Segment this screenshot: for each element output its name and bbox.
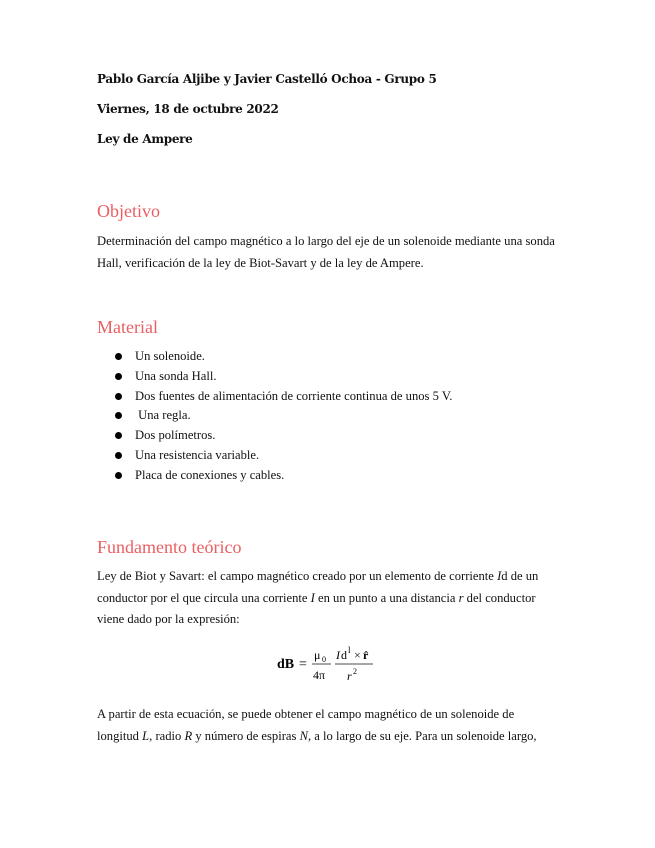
bullet-icon <box>115 452 122 459</box>
formula-lhs: dB <box>277 657 295 672</box>
bullet-icon <box>115 353 122 360</box>
bullet-icon <box>115 393 122 400</box>
formula-mu-sub: 0 <box>322 655 326 664</box>
formula-l-vector: l <box>348 645 351 655</box>
bullet-icon <box>115 373 122 380</box>
section-objetivo-title: Objetivo <box>97 201 160 221</box>
formula-r-denominator: r <box>347 669 352 683</box>
material-item: Una regla. <box>97 406 452 426</box>
material-item: Dos polímetros. <box>97 426 452 446</box>
fundamento-paragraph-1: Ley de Biot y Savart: el campo magnético creado por un elemento de corriente Id de un conductor por el que circula una corriente I en un punto a una distancia r del conductor viene dado por la expresión: <box>97 569 539 626</box>
material-item: Una resistencia variable. <box>97 446 452 466</box>
bullet-icon <box>115 472 122 479</box>
authors-line: Pablo García Aljibe y Javier Castelló Ochoa - Grupo 5 <box>97 72 437 86</box>
formula-equals: = <box>299 657 307 672</box>
date-line: Viernes, 18 de octubre 2022 <box>97 102 279 116</box>
material-item: Dos fuentes de alimentación de corriente continua de unos 5 V. <box>97 387 452 407</box>
bullet-icon <box>115 412 122 419</box>
section-fundamento-title: Fundamento teórico <box>97 537 242 557</box>
material-list <box>97 347 452 486</box>
formula-r-hat: r̂ <box>363 648 369 662</box>
material-item: Una sonda Hall. <box>97 367 452 387</box>
bullet-icon <box>115 432 122 439</box>
subject-line: Ley de Ampere <box>97 132 193 146</box>
formula-current: I <box>336 648 340 662</box>
section-material-title: Material <box>97 317 158 337</box>
formula-square: 2 <box>353 667 357 676</box>
material-item: Placa de conexiones y cables. <box>97 466 452 486</box>
formula-four-pi: 4π <box>313 668 326 682</box>
formula-times: × <box>354 648 361 662</box>
fundamento-paragraph-2: A partir de esta ecuación, se puede obtener el campo magnético de un solenoide de longitud L, radio R y número de espiras N, a lo largo de su eje. Para un solenoide largo, <box>97 707 537 743</box>
formula-differential: d <box>341 648 347 662</box>
objetivo-text: Determinación del campo magnético a lo largo del eje de un solenoide mediante una sonda Hall, verificación de la ley de Biot-Savart y de la ley de Ampere. <box>97 234 555 270</box>
formula-mu: μ <box>314 648 321 662</box>
biot-savart-formula <box>277 640 387 690</box>
material-item: Un solenoide. <box>97 347 452 367</box>
